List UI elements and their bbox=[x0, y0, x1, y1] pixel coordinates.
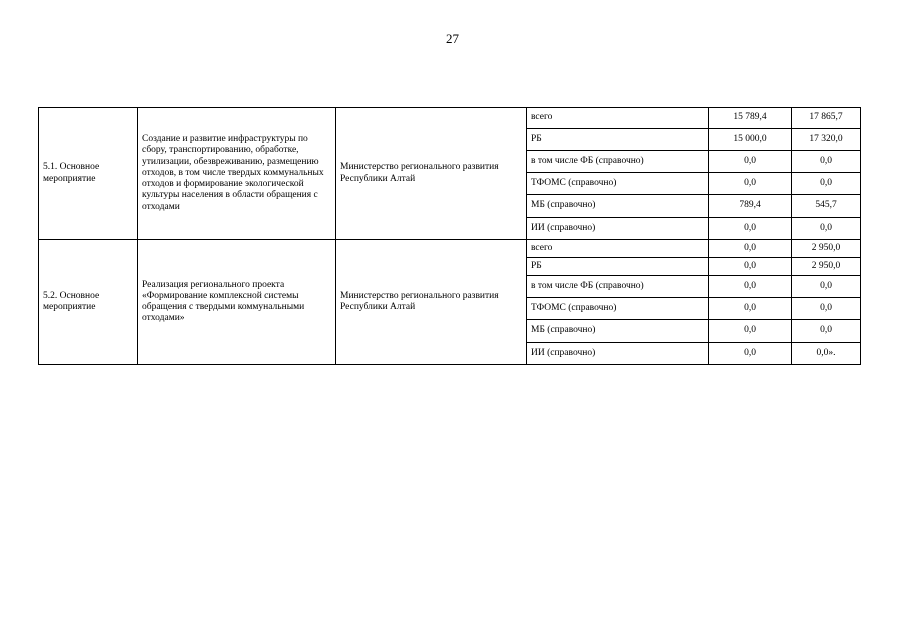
activity-executor-cell: Министерство регионального развития Республики Алтай bbox=[336, 240, 527, 365]
value-year2-cell: 0,0 bbox=[792, 320, 861, 343]
activity-description-cell: Реализация регионального проекта «Формирование комплексной системы обращения с твердыми коммунальными отходами» bbox=[138, 240, 336, 365]
value-year2-cell: 0,0 bbox=[792, 276, 861, 298]
value-year1-cell: 0,0 bbox=[709, 240, 792, 258]
value-year2-cell: 2 950,0 bbox=[792, 258, 861, 276]
activity-name-cell: 5.1. Основное мероприятие bbox=[39, 108, 138, 240]
funding-source-cell: в том числе ФБ (справочно) bbox=[527, 151, 709, 173]
value-year2-cell: 0,0 bbox=[792, 218, 861, 240]
value-year1-cell: 0,0 bbox=[709, 276, 792, 298]
activity-description-cell: Создание и развитие инфраструктуры по сбору, транспортированию, обработке, утилизации, обезвреживанию, размещению отходов, в том числе твердых коммунальных отходов и формирование экологической культуры населения в области обращения с отходами bbox=[138, 108, 336, 240]
value-year2-cell: 0,0». bbox=[792, 343, 861, 365]
value-year2-cell: 17 865,7 bbox=[792, 108, 861, 129]
value-year1-cell: 0,0 bbox=[709, 151, 792, 173]
value-year1-cell: 15 789,4 bbox=[709, 108, 792, 129]
funding-source-cell: РБ bbox=[527, 129, 709, 151]
value-year2-cell: 17 320,0 bbox=[792, 129, 861, 151]
activity-name-cell: 5.2. Основное мероприятие bbox=[39, 240, 138, 365]
funding-source-cell: МБ (справочно) bbox=[527, 320, 709, 343]
funding-source-cell: ТФОМС (справочно) bbox=[527, 173, 709, 195]
value-year2-cell: 2 950,0 bbox=[792, 240, 861, 258]
funding-source-cell: ИИ (справочно) bbox=[527, 218, 709, 240]
funding-source-cell: ИИ (справочно) bbox=[527, 343, 709, 365]
funding-source-cell: всего bbox=[527, 108, 709, 129]
funding-source-cell: всего bbox=[527, 240, 709, 258]
funding-source-cell: ТФОМС (справочно) bbox=[527, 298, 709, 320]
table-row bbox=[39, 108, 861, 129]
value-year2-cell: 545,7 bbox=[792, 195, 861, 218]
value-year1-cell: 15 000,0 bbox=[709, 129, 792, 151]
program-activities-table bbox=[38, 107, 861, 365]
funding-source-cell: МБ (справочно) bbox=[527, 195, 709, 218]
value-year1-cell: 0,0 bbox=[709, 218, 792, 240]
value-year2-cell: 0,0 bbox=[792, 173, 861, 195]
value-year1-cell: 0,0 bbox=[709, 343, 792, 365]
value-year1-cell: 0,0 bbox=[709, 173, 792, 195]
value-year2-cell: 0,0 bbox=[792, 151, 861, 173]
value-year1-cell: 0,0 bbox=[709, 258, 792, 276]
value-year1-cell: 0,0 bbox=[709, 320, 792, 343]
value-year1-cell: 789,4 bbox=[709, 195, 792, 218]
activity-executor-cell: Министерство регионального развития Республики Алтай bbox=[336, 108, 527, 240]
value-year1-cell: 0,0 bbox=[709, 298, 792, 320]
table-row bbox=[39, 240, 861, 258]
page-number: 27 bbox=[446, 31, 459, 46]
funding-source-cell: в том числе ФБ (справочно) bbox=[527, 276, 709, 298]
funding-source-cell: РБ bbox=[527, 258, 709, 276]
value-year2-cell: 0,0 bbox=[792, 298, 861, 320]
